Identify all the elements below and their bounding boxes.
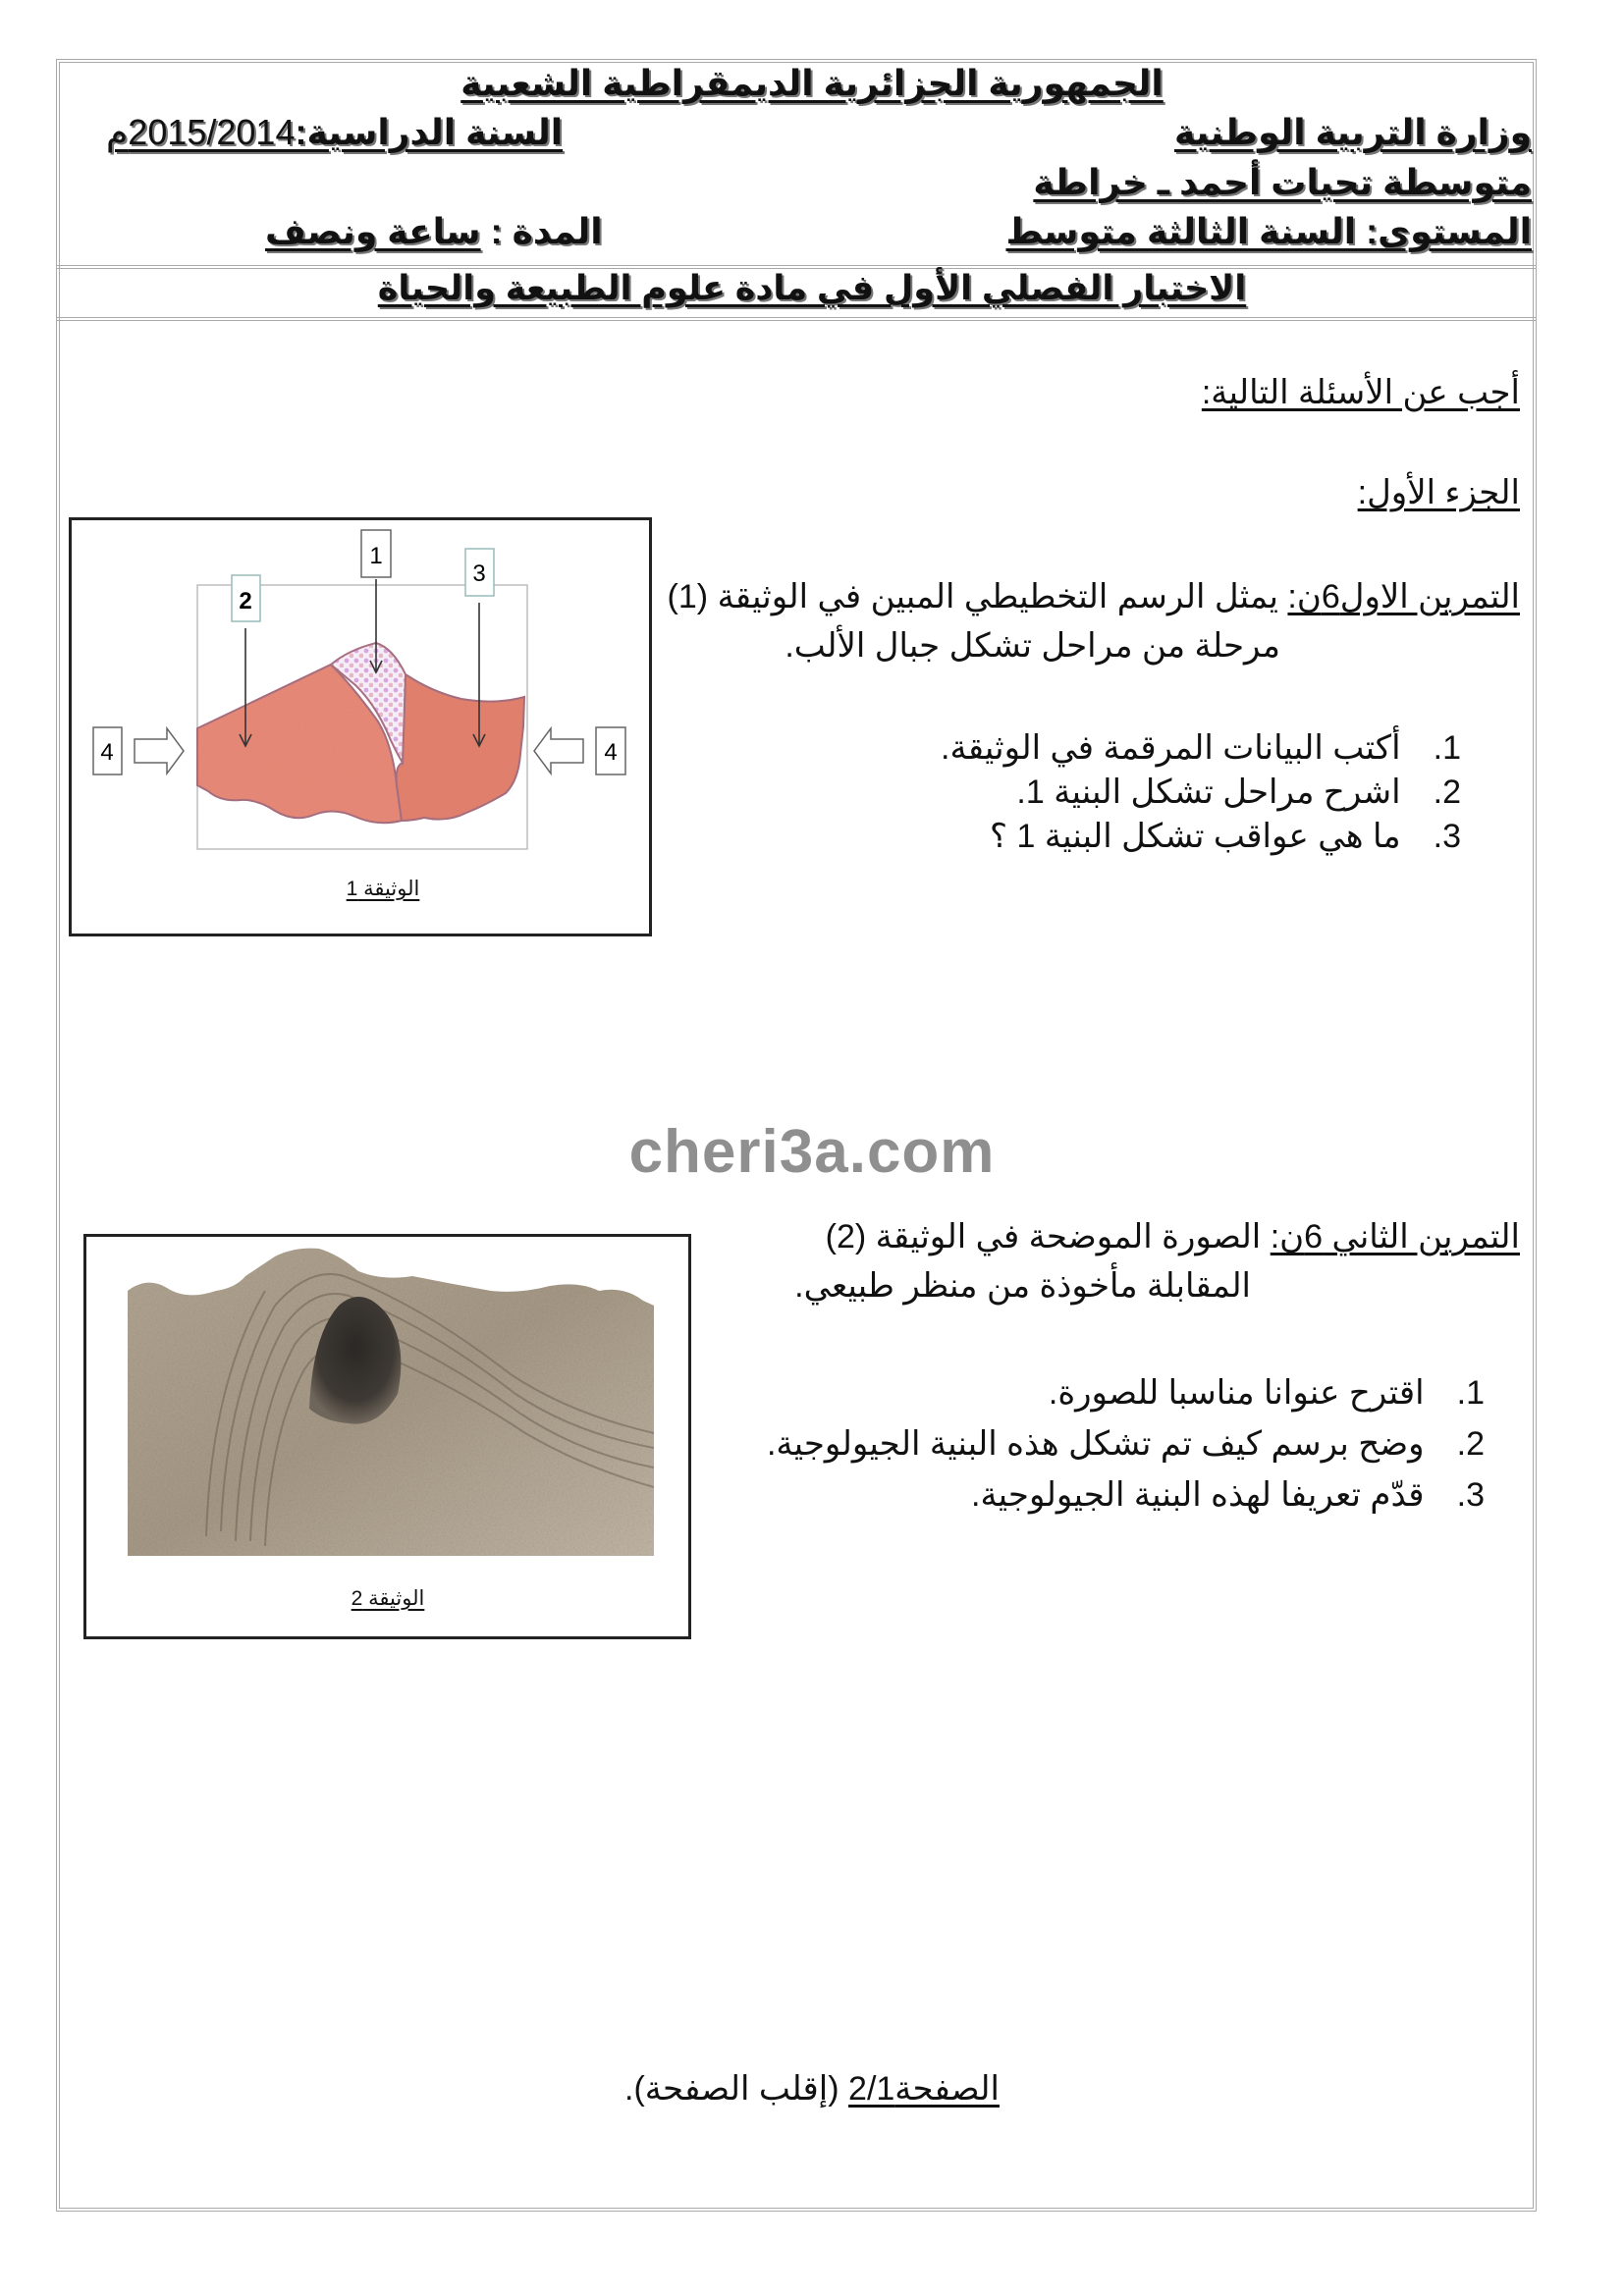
exercise2-title: التمرين الثاني 6ن: bbox=[1270, 1218, 1520, 1255]
anticline-photo bbox=[128, 1247, 654, 1567]
ministry: وزارة التربية الوطنية bbox=[1174, 112, 1532, 152]
question-item: 2. اشرح مراحل تشكل البنية 1. bbox=[1016, 774, 1461, 811]
level-text: المستوى: السنة الثالثة متوسط bbox=[1005, 211, 1532, 251]
exercise2-text-line1: الصورة الموضحة في الوثيقة (2) bbox=[825, 1218, 1271, 1255]
duration-value: ساعة ونصف bbox=[265, 211, 481, 251]
question-item: 3. ما هي عواقب تشكل البنية 1 ؟ bbox=[989, 818, 1461, 855]
exam-title: الاختبار الفصلي الأول في مادة علوم الطبيعة والحياة bbox=[377, 269, 1247, 307]
document2-caption: الوثيقة 2 bbox=[351, 1587, 425, 1610]
document1-diagram bbox=[0, 0, 1624, 982]
label-1: 1 bbox=[369, 543, 383, 569]
turn-page-note: (إقلب الصفحة). bbox=[624, 2070, 849, 2108]
label-4-right: 4 bbox=[604, 739, 618, 766]
page-footer bbox=[0, 2069, 1624, 2109]
document1-caption: الوثيقة 1 bbox=[346, 878, 420, 900]
label-2: 2 bbox=[239, 588, 252, 614]
republic-title: الجمهورية الجزائرية الديمقراطية الشعبية bbox=[460, 63, 1164, 103]
part-one-heading: الجزء الأول: bbox=[1357, 474, 1520, 511]
exercise1-text-line2: مرحلة من مراحل تشكل جبال الألب. bbox=[785, 627, 1280, 665]
question-item: 3. قدّم تعريفا لهذه البنية الجيولوجية. bbox=[971, 1476, 1485, 1514]
label-3: 3 bbox=[472, 561, 486, 587]
school-year-label: السنة الدراسية: bbox=[295, 112, 564, 152]
compression-arrow-right-icon bbox=[534, 728, 583, 774]
exercise2-questions bbox=[767, 1367, 1485, 1521]
exercise2-text-line2: المقابلة مأخوذة من منظر طبيعي. bbox=[794, 1267, 1251, 1305]
label-4-left: 4 bbox=[100, 739, 114, 766]
watermark: cheri3a.com bbox=[628, 1118, 996, 1186]
school-name: متوسطة تحيات أحمد ـ خراطة bbox=[1033, 162, 1532, 202]
compression-arrow-left-icon bbox=[135, 728, 184, 774]
exercise1-title: التمرين الاول6ن: bbox=[1287, 578, 1520, 615]
question-item: 1. أكتب البيانات المرقمة في الوثيقة. bbox=[941, 729, 1461, 767]
instruction: أجب عن الأسئلة التالية: bbox=[1201, 374, 1520, 411]
exercise2-intro bbox=[826, 1217, 1520, 1256]
exercise1-text-line1: يمثل الرسم التخطيطي المبين في الوثيقة (1) bbox=[667, 578, 1288, 615]
duration-label: المدة : bbox=[480, 211, 603, 251]
page-number: الصفحة2/1 bbox=[848, 2070, 1000, 2108]
school-year-value: 2015/2014م bbox=[106, 112, 296, 152]
question-item: 2. وضح برسم كيف تم تشكل هذه البنية الجيولوجية. bbox=[766, 1425, 1485, 1463]
question-item: 1. اقترح عنوانا مناسبا للصورة. bbox=[1048, 1374, 1485, 1412]
